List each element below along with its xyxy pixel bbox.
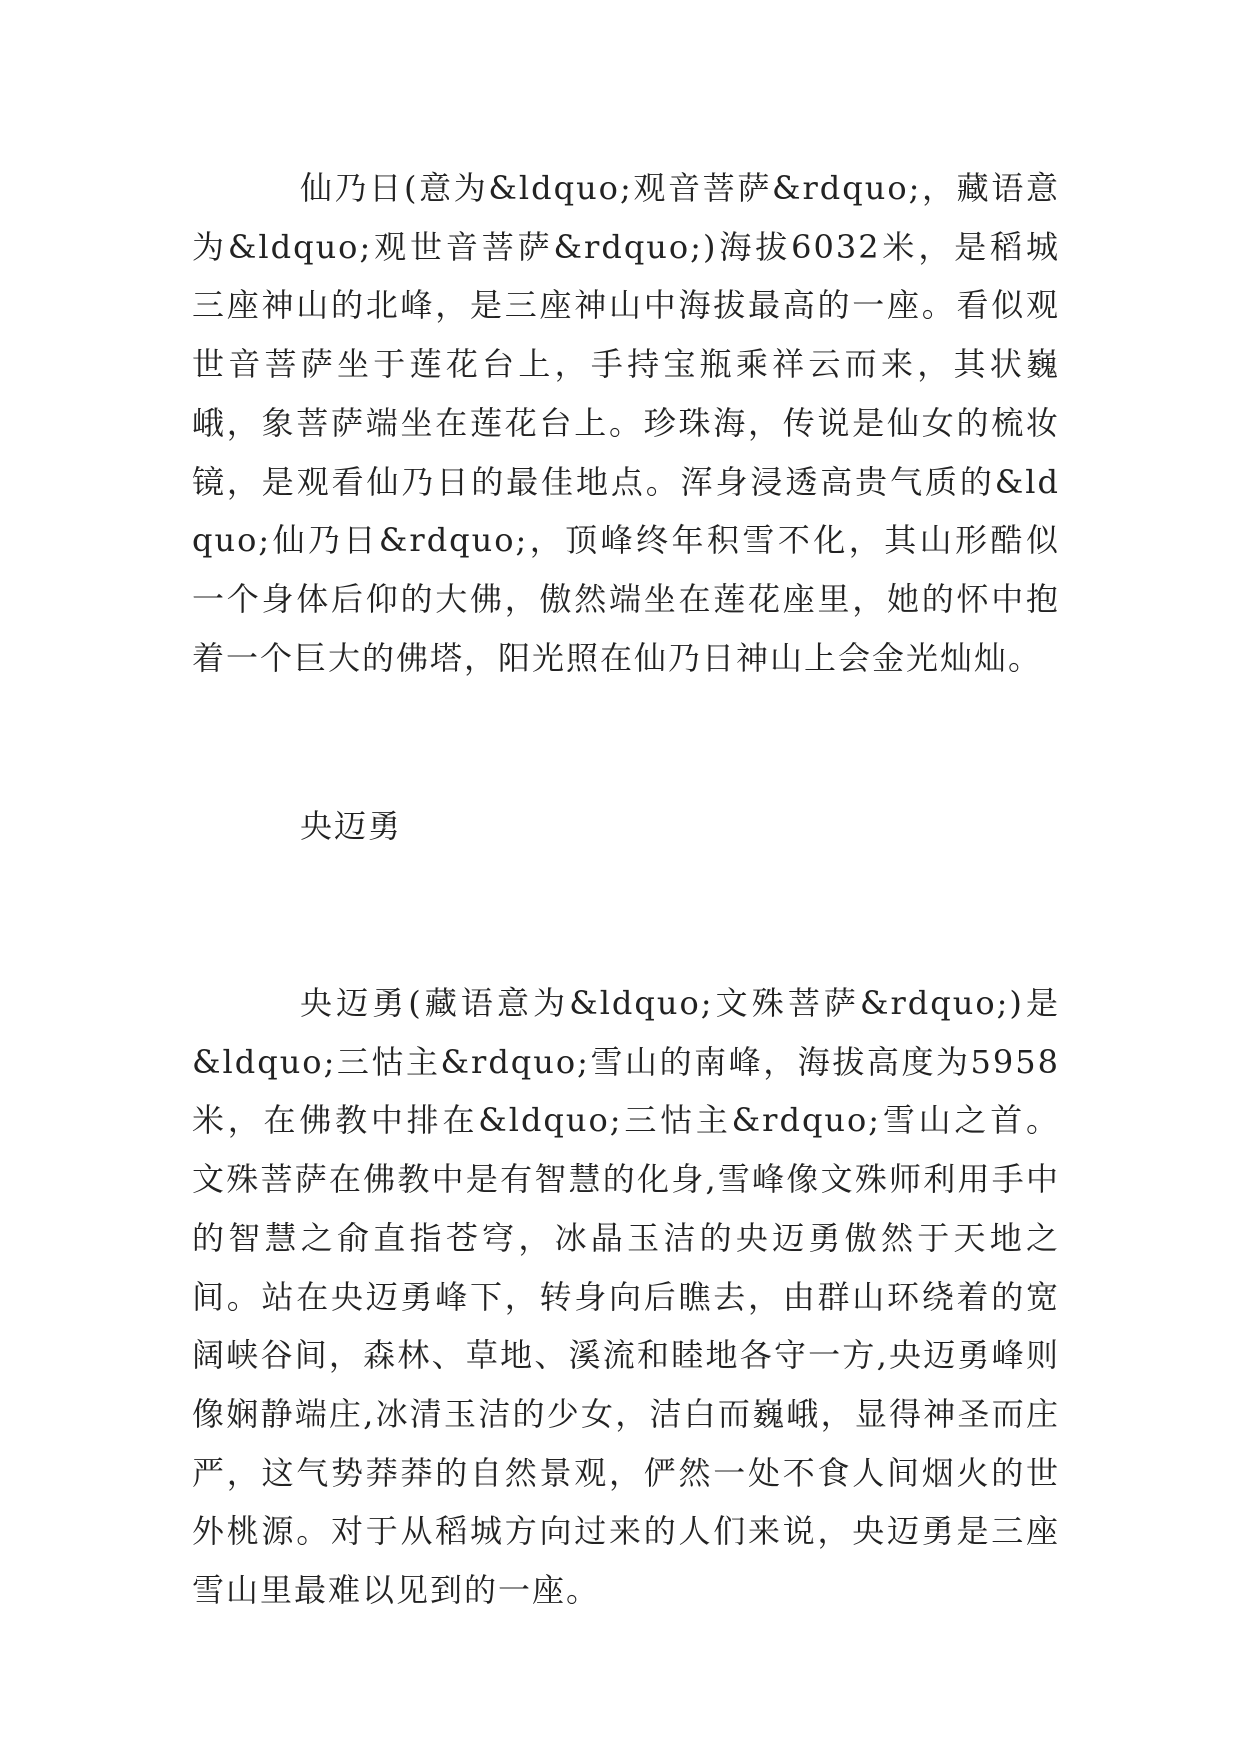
paragraph-yangmaiyong: 央迈勇(藏语意为&ldquo;文殊菩萨&rdquo;)是&ldquo;三怙主&rdquo;雪山的南峰，海拔高度为5958米，在佛教中排在&ldquo;三怙主&rdquo;雪山之首。文殊菩萨在佛教中是有智慧的化身,雪峰像文殊师利用手中的智慧之俞直指苍穹，冰晶玉洁的央迈勇傲然于天地之间。站在央迈勇峰下，转身向后瞧去，由群山环绕着的宽阔峡谷间，森林、草地、溪流和睦地各守一方,央迈勇峰则像娴静端庄,冰清玉洁的少女，洁白而巍峨，显得神圣而庄严，这气势莽莽的自然景观，俨然一处不食人间烟火的世外桃源。对于从稻城方向过来的人们来说，央迈勇是三座雪山里最难以见到的一座。	[192, 984, 1060, 1610]
paragraph-xiannairi: 仙乃日(意为&ldquo;观音菩萨&rdquo;，藏语意为&ldquo;观世音菩萨&rdquo;)海拔6032米，是稻城三座神山的北峰，是三座神山中海拔最高的一座。看似观世音菩萨坐于莲花台上，手持宝瓶乘祥云而来，其状巍峨，象菩萨端坐在莲花台上。珍珠海，传说是仙女的梳妆镜，是观看仙乃日的最佳地点。浑身浸透高贵气质的&ldquo;仙乃日&rdquo;，顶峰终年积雪不化，其山形酷似一个身体后仰的大佛，傲然端坐在莲花座里，她的怀中抱着一个巨大的佛塔，阳光照在仙乃日神山上会金光灿灿。	[192, 169, 1060, 677]
section-heading-yangmaiyong: 央迈勇	[300, 807, 403, 845]
